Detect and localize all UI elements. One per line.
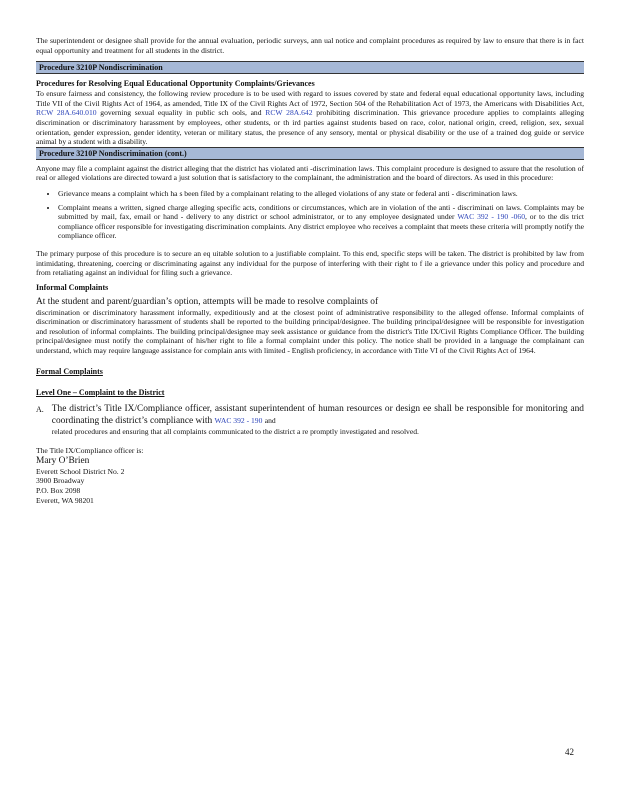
intro-paragraph: The superintendent or designee shall provide for the annual evaluation, periodic surveys, ann ual notice and complaint procedures as required by law to ensure that there is in fact equal opportunity and treatment for all students in the district. [36,36,584,55]
address-line-2: 3900 Broadway [36,476,85,486]
link-rcw-28a-642[interactable]: RCW 28A.642 [265,108,313,118]
paragraph-complaint-procedure: Anyone may file a complaint against the district alleging that the district has violated anti -discrimination laws. This complaint procedure is designed to assure that the resolution of real or alleged violations are directed toward a just solution that is satisfactory to the complainant, the administration and the board of directors. As used in this procedure: [36,163,584,183]
address-line-3: P.O. Box 2098 [36,486,81,496]
paragraph-primary-purpose: The primary purpose of this procedure is to secure an eq uitable solution to a justifiable complaint. To this end, specific steps will be taken. The district is prohibited by law from intimidating, threatening, coercing or discriminating against any individual for the purpose of interfering with their right to f ile a grievance under this policy and procedure and from retaliating against an individual for filing such a grievance. [36,248,584,278]
heading-procedures: Procedures for Resolving Equal Educational Opportunity Complaints/Grievances [36,79,315,89]
section-bar-nondiscrimination-cont: Procedure 3210P Nondiscrimination (cont.) [36,147,584,160]
address-line-1: Everett School District No. 2 [36,466,125,476]
para1-part-b: governing sexual equality in public sch ools, and [100,108,262,118]
link-wac-392-190-060[interactable]: WAC 392 - 190 -060 [457,212,526,222]
heading-formal-complaints: Formal Complaints [36,366,103,376]
item-a-lead [52,404,584,427]
bullet-complaint [58,203,584,241]
para1-part-a: To ensure fairness and consistency, the following review procedure is to be used with regard to issues covered by state and federal equal educational opportunity laws, including Title VII of the Civil Rights Act of 1964, as amended, Title IX of the Civil Rights Act of 1972, Section 504 of the Rehabilitation Act of 1973, the Americans with Disabilities Act, [36,89,584,108]
compliance-officer-block [36,446,584,505]
heading-informal-complaints: Informal Complaints [36,282,109,292]
informal-body: discrimination or discriminatory harassment informally, expeditiously and at the closest point of administrative responsibility to the alleged offense. Informal complaints of discrimination or discriminatory harassment of students shall be reported to the building principal/designee. The building principal/designee will be responsible for investigation and resolution of informal complaints. The building principal/designee may seek assistance or guidance from the district's Title IX/Civil Rights Compliance Officer. The building principal/designee must notify the complainant of his/her right to file a formal complaint under this policy. The notice shall be provided in a language the complainant can understand, which may require language assistance for complain ants with limited - English proficiency, in accordance with Title VI of the Civil Rights Act of 1964. [36,307,584,356]
definitions-list [36,189,584,241]
page-number: 42 [565,747,574,757]
paragraph-review-procedure [36,89,584,147]
item-a-and: and [264,415,276,425]
bullet2-part-b: , or to the dis trict compliance officer responsible for investigating discrimination complaints. Any district employee who receives a complaint that meets these criteria will promptly notify the compliance officer. [58,212,585,241]
section-bar-nondiscrimination: Procedure 3210P Nondiscrimination [36,61,584,74]
link-rcw-28a-640[interactable]: RCW 28A.640.010 [36,108,97,118]
item-a-rest: related procedures and ensuring that all complaints communicated to the district a re promptly investigated and resolved. [51,426,419,436]
document-page [36,36,584,505]
informal-lead: At the student and parent/guardian’s option, attempts will be made to resolve complaints of [36,296,379,307]
item-a [36,404,584,437]
link-wac-392-190[interactable]: WAC 392 - 190 [214,415,263,425]
officer-label: The Title IX/Compliance officer is: [36,446,144,456]
address-line-4: Everett, WA 98201 [36,495,94,505]
para1-part-c: prohibiting discrimination. This grievance procedure applies to complaints alleging discrimination or discriminatory harassment by employees, other students, or th ird parties against students based on race, color, national origin, creed, religion, sex, sexual orientation, gender expression, gender identity, veteran or military status, the presence of any sensory, mental or physical disability or the use of a trained dog guide or service animal by a student with a disability. [36,108,584,147]
item-a-lead-text: The district’s Title IX/Compliance officer, assistant superintendent of human resources or design ee shall be responsible for monitoring and coordinating the district’s compliance with [51,403,584,426]
heading-level-one: Level One – Complaint to the District [36,387,165,397]
officer-name: Mary O’Brien [36,455,90,466]
bullet2-part-a: Complaint means a written, signed charge alleging specific acts, conditions or circumstances, which are in violation of the anti - discriminati on laws. Complaints may be submitted by mail, fax, email or hand - delivery to any district or school administrator, or to any employee designated under [58,202,584,222]
bullet-grievance: • Grievance means a complaint which ha s been filed by a complainant relating to the alleged violations of any state or federal anti - discrimination laws. [58,189,584,199]
item-a-label: A. [36,404,44,414]
